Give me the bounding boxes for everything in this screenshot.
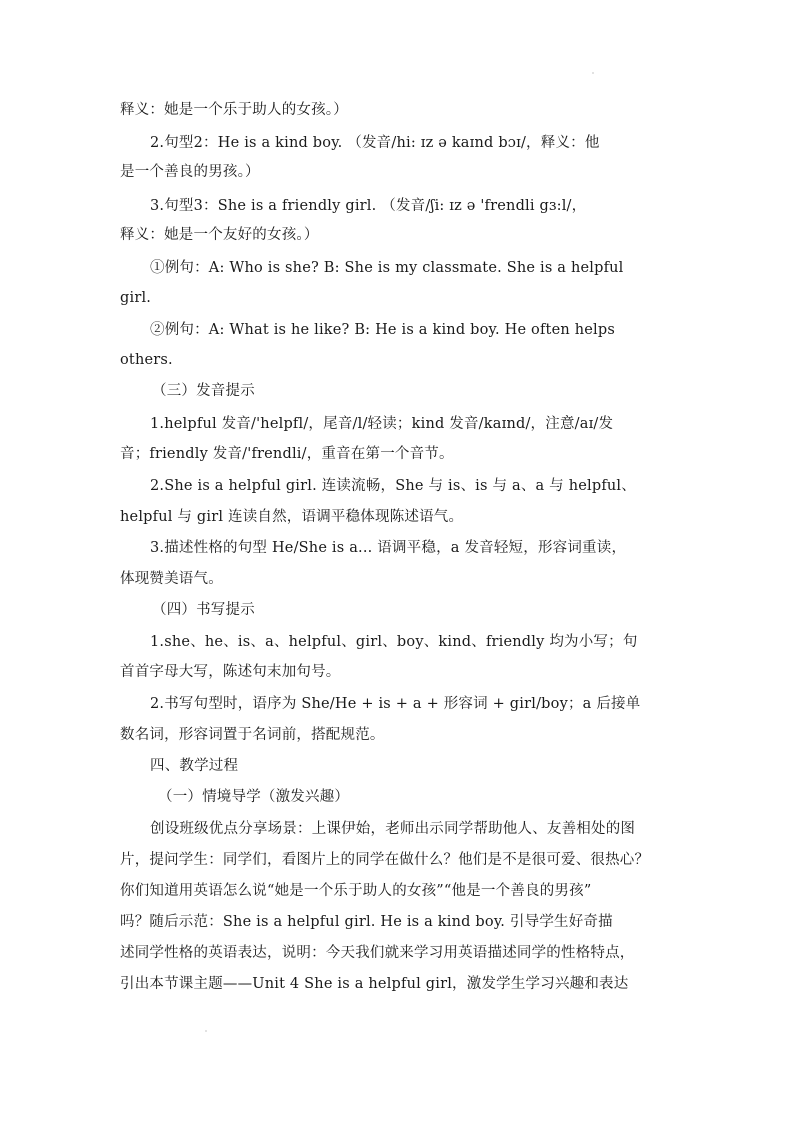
text-line: 1.helpful 发音/'helpfl/，尾音/l/轻读；kind 发音/kaɪnd/，注意/aɪ/发 bbox=[150, 416, 614, 432]
text-line: 释义：她是一个友好的女孩。） bbox=[120, 227, 319, 243]
example-sentence: ②例句：A: What is he like? B: He is a kind boy. He often helps bbox=[150, 322, 615, 338]
text-line: 是一个善良的男孩。） bbox=[120, 164, 260, 180]
text-line: 1.she、he、is、a、helpful、girl、boy、kind、friendly 均为小写；句 bbox=[150, 634, 638, 650]
text-line: 吗？随后示范：She is a helpful girl. He is a kind boy. 引导学生好奇描 bbox=[120, 914, 613, 930]
text-line: girl. bbox=[120, 290, 152, 306]
text-line: 2.书写句型时，语序为 She/He + is + a + 形容词 + girl/boy；a 后接单 bbox=[150, 696, 641, 712]
text-line: 2.句型2：He is a kind boy. （发音/hi: ɪz ə kaɪnd bɔɪ/，释义：他 bbox=[150, 135, 600, 151]
text-line: 述同学性格的英语表达，说明：今天我们就来学习用英语描述同学的性格特点， bbox=[120, 945, 635, 961]
text-line: 首首字母大写，陈述句末加句号。 bbox=[120, 664, 341, 680]
text-line: 3.句型3：She is a friendly girl. （发音/ʃi: ɪz ə 'frendli gɜ:l/， bbox=[150, 198, 587, 214]
example-sentence: ①例句：A: Who is she? B: She is my classmate. She is a helpful bbox=[150, 260, 624, 276]
text-line: 创设班级优点分享场景：上课伊始，老师出示同学帮助他人、友善相处的图 bbox=[150, 821, 636, 837]
text-line: 你们知道用英语怎么说“她是一个乐于助人的女孩”“他是一个善良的男孩” bbox=[120, 883, 592, 899]
text-line: 音；friendly 发音/'frendli/，重音在第一个音节。 bbox=[120, 446, 454, 462]
text-line: 数名词，形容词置于名词前，搭配规范。 bbox=[120, 727, 385, 743]
section-heading: 四、教学过程 bbox=[150, 758, 239, 774]
text-line: 3.描述性格的句型 He/She is a... 语调平稳，a 发音轻短，形容词重读， bbox=[150, 540, 627, 556]
section-heading: （三）发音提示 bbox=[152, 383, 255, 399]
text-line: 引出本节课主题——Unit 4 She is a helpful girl，激发学生学习兴趣和表达 bbox=[120, 976, 629, 992]
text-line: 释义：她是一个乐于助人的女孩。） bbox=[120, 102, 348, 118]
page-speck bbox=[592, 72, 594, 74]
text-line: others. bbox=[120, 352, 173, 368]
section-heading: （四）书写提示 bbox=[152, 602, 255, 618]
text-line: 2.She is a helpful girl. 连读流畅，She 与 is、is 与 a、a 与 helpful、 bbox=[150, 478, 636, 494]
text-line: 片，提问学生：同学们，看图片上的同学在做什么？他们是不是很可爱、很热心？ bbox=[120, 852, 650, 868]
section-heading: （一）情境导学（激发兴趣） bbox=[158, 789, 350, 805]
text-line: helpful 与 girl 连读自然，语调平稳体现陈述语气。 bbox=[120, 509, 464, 525]
page-speck bbox=[205, 1030, 207, 1032]
text-line: 体现赞美语气。 bbox=[120, 571, 223, 587]
